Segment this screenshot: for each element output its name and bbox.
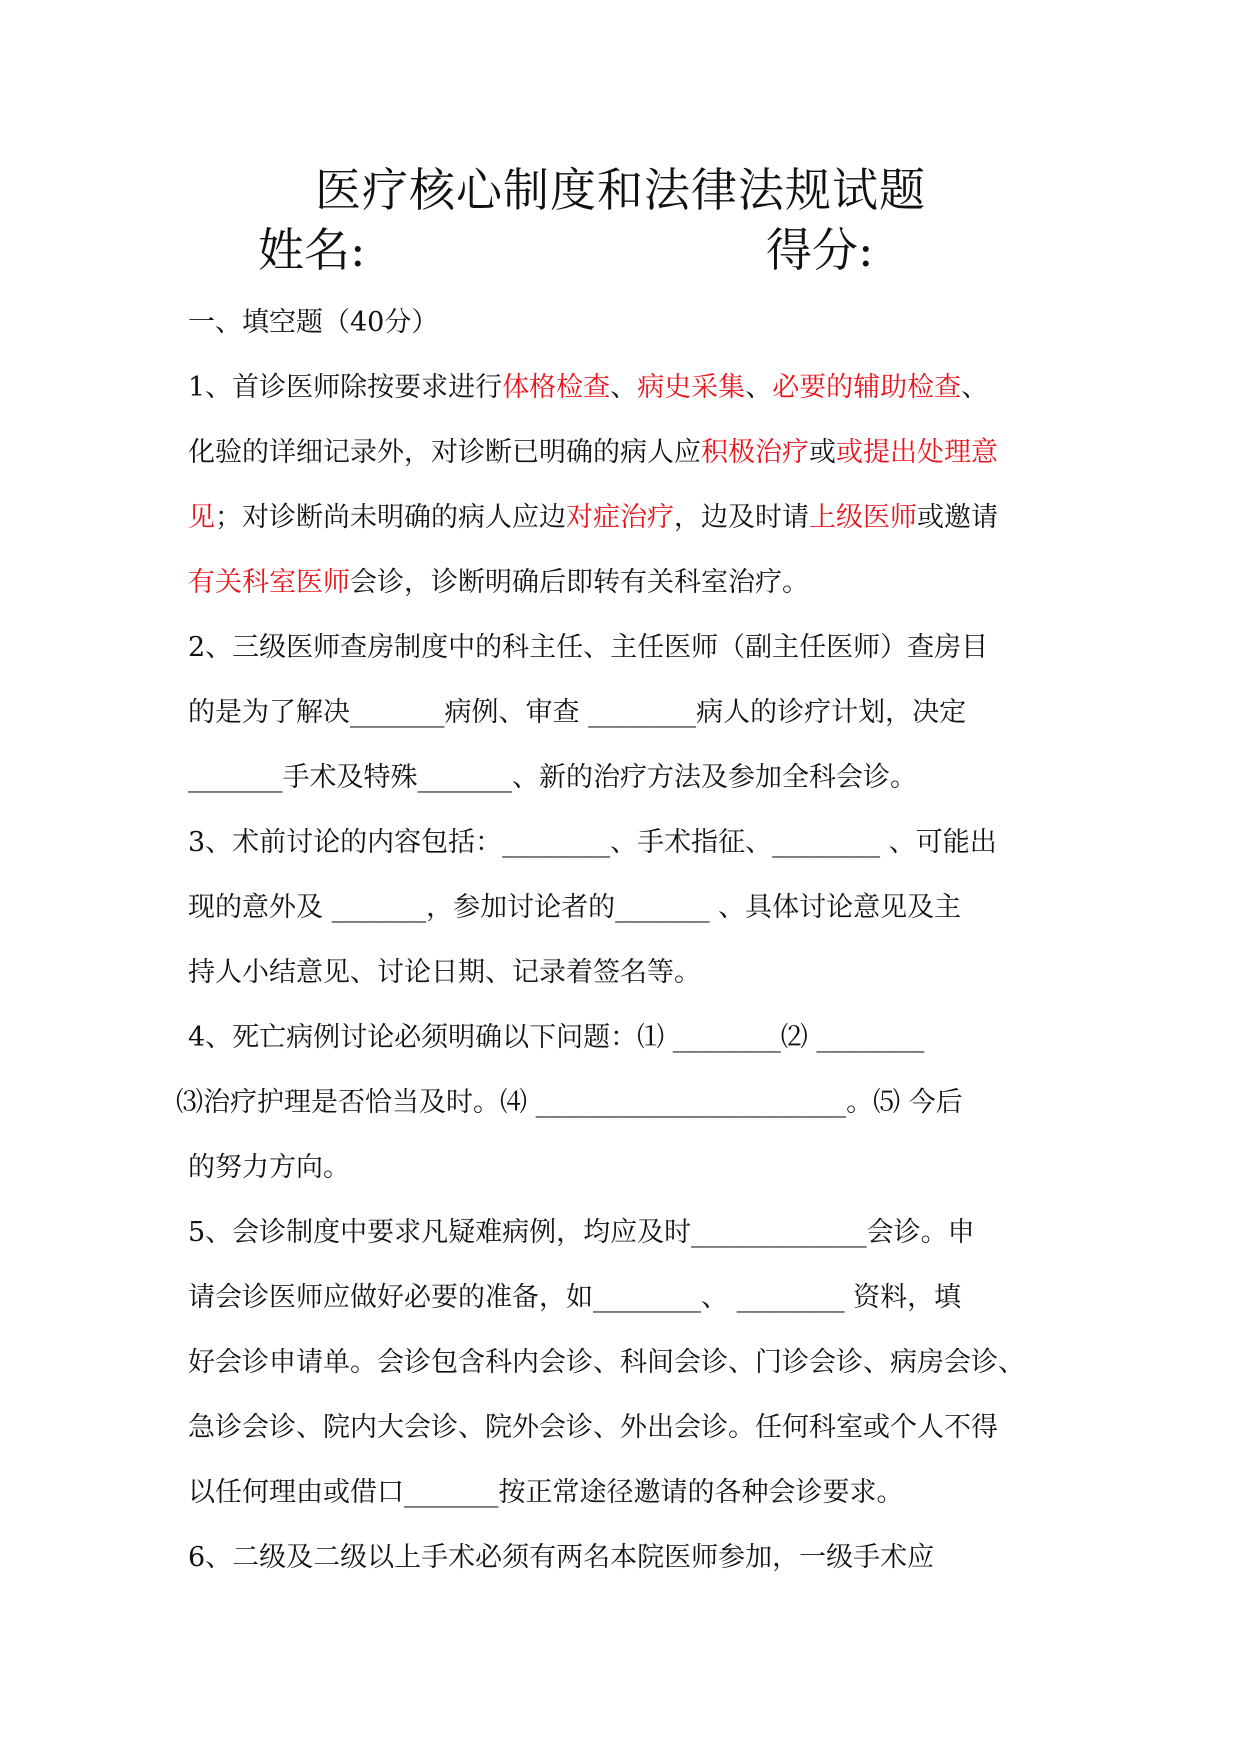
question-4-line-2: ⑶治疗护理是否恰当及时。⑷ _______________________。⑸ 今后 [176,1087,963,1118]
question-1-line-1 [188,355,1088,420]
question-4-line-3: 的努力方向。 [188,1152,350,1183]
section-heading: 一、填空题（40分） [188,307,439,338]
text: 、 [961,372,989,403]
text: 化验的详细记录外，对诊断已明确的病人应 [188,437,701,468]
text: 1、首诊医师除按要求进行 [188,372,503,403]
text: 或 [809,437,836,468]
question-3-line-3: 持人小结意见、讨论日期、记录着签名等。 [188,957,701,988]
question-1-line-4 [188,550,1088,615]
question-6-line-1: 6、二级及二级以上手术必须有两名本院医师参加，一级手术应 [188,1542,935,1573]
question-3-line-1: 3、术前讨论的内容包括：________、手术指征、________ 、可能出 [188,827,997,858]
text: 或邀请 [917,502,998,533]
text: 、 [745,372,773,403]
answer-text: 或提出处理意 [836,437,998,468]
answer-text: 必要的辅助检查 [772,372,962,403]
question-5-line-4: 急诊会诊、院内大会诊、院外会诊、外出会诊。任何科室或个人不得 [188,1412,998,1443]
question-3-line-2: 现的意外及 _______，参加讨论者的_______ 、具体讨论意见及主 [188,892,962,923]
answer-text: 见 [188,502,215,533]
score-label: 得分: [766,223,874,277]
answer-text: 有关科室医师 [188,567,350,598]
question-4-line-1: 4、死亡病例讨论必须明确以下问题：⑴ ________⑵ ________ [188,1022,925,1053]
question-2-line-3: _______手术及特殊_______、新的治疗方法及参加全科会诊。 [188,762,917,793]
question-2-line-1: 2、三级医师查房制度中的科主任、主任医师（副主任医师）查房目 [188,632,989,663]
question-5-line-2: 请会诊医师应做好必要的准备，如________、 ________ 资料，填 [188,1282,962,1313]
text: 会诊，诊断明确后即转有关科室治疗。 [350,567,809,598]
name-score-row [0,214,1241,277]
question-5-line-3: 好会诊申请单。会诊包含科内会诊、科间会诊、门诊会诊、病房会诊、 [188,1347,1025,1378]
answer-text: 对症治疗 [566,502,674,533]
question-5-line-1: 5、会诊制度中要求凡疑难病例，均应及时_____________会诊。申 [188,1217,975,1248]
answer-text: 病史采集 [637,372,746,403]
question-5-line-5: 以任何理由或借口_______按正常途径邀请的各种会诊要求。 [188,1477,904,1508]
page-title: 医疗核心制度和法律法规试题 [315,163,926,217]
answer-text: 体格检查 [502,372,611,403]
text: ；对诊断尚未明确的病人应边 [215,502,566,533]
text: 、 [610,372,638,403]
answer-text: 积极治疗 [701,437,809,468]
question-1-line-2 [188,420,1088,485]
text: ，边及时请 [674,502,809,533]
question-2-line-2: 的是为了解决_______病例、审查 ________病人的诊疗计划，决定 [188,697,967,728]
exam-content [176,290,1088,1590]
answer-text: 上级医师 [809,502,917,533]
name-label: 姓名: [258,223,366,277]
question-1-line-3 [188,485,1088,550]
